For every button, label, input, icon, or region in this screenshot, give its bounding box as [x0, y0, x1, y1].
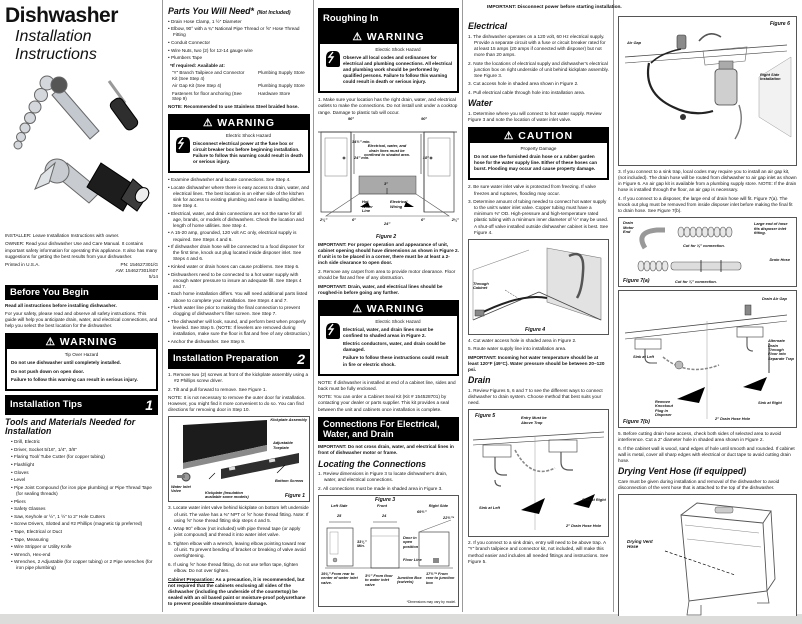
- electric-shock-hand-icon: [174, 133, 190, 153]
- figure-label: Large end of hose fits disposer inlet fitting.: [754, 221, 788, 236]
- list-item: Do not push down on open door.: [11, 368, 85, 374]
- figure-label: Through Cabinet: [473, 280, 489, 291]
- parts-heading: Parts You Will Need*: [168, 6, 254, 16]
- installer-note: INSTALLER: Leave Installation Instructions with owner.: [5, 232, 120, 238]
- warning-triangle-icon: ⚠: [352, 31, 363, 43]
- before-lead: Read all instructions before installing dishwasher.: [5, 302, 117, 308]
- figure-label: Drain Hose: [769, 257, 790, 263]
- list-item: 1. Review dimensions in Figure 3 to locate dishwasher's drain, water, and electrical connections.: [318, 471, 448, 483]
- list-item: • Driver, Socket 5/16″, 1/4″, 3/8″: [11, 447, 158, 453]
- figure-dim: 3″: [384, 181, 389, 187]
- warning-word: WARNING: [366, 31, 425, 43]
- list-item: • Flashlight: [11, 462, 158, 468]
- figure-label: Door in open position: [403, 535, 419, 549]
- list-item: Do not use dishwasher until completely installed.: [11, 360, 121, 366]
- column-divider: [162, 0, 163, 612]
- tools-list: [5, 439, 158, 571]
- if-required-heading: *If required: Available at:: [170, 63, 225, 69]
- figure-1: [168, 416, 310, 502]
- warning-word: WARNING: [217, 116, 276, 129]
- figure-label: 2″ Drain Hose Hole: [566, 522, 602, 528]
- warning-text: Disconnect electrical power at the fuse box or circuit breaker box before beginning installation. Failure to follow this warning could result in death or serious injury.: [193, 140, 303, 164]
- printed-note: Printed in U.S.A.: [5, 262, 40, 268]
- figure-dim: 18″: [422, 155, 429, 161]
- doc-subtitle-2: Instructions: [15, 46, 97, 64]
- hazard-name: Tip Over Hazard: [64, 352, 99, 358]
- list-item: • Pliers: [11, 499, 158, 505]
- locating-connections-heading: Locating the Connections: [318, 458, 427, 469]
- caution-header: [470, 129, 607, 143]
- tools-drawing: [5, 71, 155, 229]
- warning-header: [170, 116, 308, 130]
- drain-heading: Drain: [468, 375, 491, 386]
- list-item: 1. Remove two (2) screws at front of the kickplate assembly using a #2 Phillips screw driver.: [168, 371, 309, 383]
- list-item: 5. Route water supply line into installation area.: [468, 346, 567, 352]
- list-item: • Conduit Connector: [168, 40, 310, 46]
- figure-7b: [618, 290, 797, 428]
- water-heading: Water: [468, 98, 493, 109]
- figure-label: Water Inlet Valve: [171, 483, 191, 494]
- hazard-name: Electric Shock Hazard: [225, 132, 272, 138]
- list-item: 2. Note the locations of electrical supply and dishwasher's electrical junction box on right underside of unit behind kickplate assembly. See Figure 3.: [468, 60, 609, 78]
- figure-label: Alternate Drain Through Floor into Separate Trap: [768, 338, 794, 361]
- if-required-store: Hardware Store: [258, 90, 291, 96]
- warning-header: [320, 30, 457, 44]
- important-dimensions: IMPORTANT: For proper operation and appearance of unit, cabinet opening should have dimensions as shown in Figure 2. If unit is to be placed in a corner, there must be at least a 2-inch side clearance to open door.: [318, 242, 459, 266]
- warning-word: WARNING: [366, 303, 425, 316]
- list-item: 4. Cut water access hole in shaded area in Figure 2.: [468, 337, 577, 343]
- if-required-store: Plumbing Supply Store: [258, 70, 305, 76]
- prep-note: NOTE: It is not necessary to remove the outer door for installation. However, you might find it more convenient to do so. You can find directions for removing door in Step 10.: [168, 395, 306, 413]
- figure-label: Floor Line: [403, 557, 422, 563]
- aw-number: AW: 154627301/607: [115, 268, 158, 274]
- list-item: • Wrenches, 2 Adjustable (for copper tubing) or 2 Pipe wrenches (for iron pipe plumbing): [11, 559, 158, 571]
- list-item: • Wrench, Hex-end: [11, 552, 158, 558]
- figure-dim: 90°: [421, 116, 427, 122]
- revision-date: 5/14: [148, 274, 158, 280]
- figure-label: 2″ Drain Hose Hole: [715, 415, 751, 421]
- figure-dim: 24″ min.: [354, 155, 370, 161]
- list-item: • If dishwasher drain hose will be connected to a food disposer for the first time, knock out plug located inside disposer inlet. See Steps 4 and 6.: [168, 244, 310, 262]
- section-header-before-you-begin: [5, 285, 158, 300]
- parts-list: [168, 19, 310, 62]
- before-body: For your safety, please read and observe all safety instructions. This guide will help you anticipate drain, water, and electrical connections, and help you select the best location for the dishwasher.: [5, 311, 158, 329]
- drying-vent-heading: Drying Vent Hose (if equipped): [618, 466, 747, 477]
- figure-label: Adjustable Toeplate: [273, 440, 293, 450]
- figure-label: Bottom Screws: [275, 478, 304, 484]
- doc-subtitle-1: Installation: [15, 28, 92, 45]
- list-item: • The dishwasher will look, sound, and perform best when properly leveled. See Step 5. (NOTE: If levelers are removed during installation, make sure the floor is flat and free of any obstruction.): [168, 319, 310, 337]
- if-required-item: Fasteners for floor anchoring (See Step 9): [172, 90, 242, 102]
- drain-step-3: 3. If you connect to a sink trap, local codes may require you to install an air gap kit, (not included). The drain hose will be routed from dishwasher to air gap inlet as shown in Figure 6. An air gap kit is available from a plumbing supply store. NOTE: If the drain hose is installed through the floor, an air gap is necessary.: [618, 169, 797, 193]
- list-item: • A 15-20 amp, grounded, 120 volt AC only, electrical supply is required. See Steps 4 and 6.: [168, 230, 310, 242]
- installation-tips-list: [168, 177, 310, 345]
- warning-confined-lines: [318, 300, 459, 376]
- list-item: • Drain Hose Clamp, 1 ½″ Diameter: [168, 19, 310, 25]
- section-title: Roughing In: [323, 12, 379, 24]
- figure-caption: Figure 6: [769, 21, 790, 27]
- electrical-heading: Electrical: [468, 21, 508, 31]
- figure-dim: 24: [382, 513, 387, 519]
- figure-view-label: Left Side: [331, 503, 348, 509]
- column-divider: [462, 0, 463, 612]
- warning-triangle-icon: ⚠: [45, 336, 56, 349]
- warning-triangle-icon: ⚠: [202, 116, 214, 129]
- figure-label: Entry Must be Above Trap: [521, 415, 547, 425]
- figure-label: Hot Water Line: [362, 199, 373, 213]
- figure-dim: 6″: [420, 217, 425, 223]
- figure-caption: Figure 5: [475, 413, 496, 420]
- figure-label: Sink at Right: [758, 399, 782, 405]
- figure-dim: 25: [337, 513, 342, 519]
- list-item: • Plumbers Tape: [168, 55, 310, 61]
- warning-lines: [343, 327, 453, 368]
- figure-footnote: *Dimensions may vary by model.: [406, 600, 456, 605]
- if-required-row: [172, 91, 310, 102]
- list-item: • Dishwashers need to be connected to a hot water supply with enough water pressure to insure an adequate fill. See Steps 4 and 7.: [168, 272, 310, 290]
- figure-label: 17½″* From rear to junction box: [426, 571, 455, 585]
- section-title-line2: Water, and Drain: [323, 429, 394, 440]
- figure-7a: [618, 217, 797, 287]
- if-required-row: [172, 83, 310, 89]
- if-required-store: Plumbing Supply Store: [258, 83, 305, 89]
- list-item: • Gloves: [11, 470, 158, 476]
- cabinet-prep-heading: Cabinet Preparation:: [168, 576, 215, 582]
- roughing-step-1: 1. Make sure your location has the right drain, water, and electrical outlets to make the connections. Do not install unit under a cooktop range. Damage to plastic tub will occur.: [318, 97, 458, 115]
- list-item: • Wire Stripper or Utility Knife: [11, 544, 158, 550]
- figure-6-drawing: [619, 17, 796, 167]
- warning-electric-shock: [168, 114, 310, 173]
- caution-text: Do not use the furnished drain hose or a rubber garden hose for the water supply line. Either of these hoses can burst. Flooding may occur and cause property damage.: [474, 154, 598, 171]
- important-disconnect-power: IMPORTANT: Disconnect power before starting installation.: [487, 5, 622, 10]
- if-required-row: [172, 70, 310, 81]
- note-cabinet-seal-kit: NOTE: You can order a Cabinet Seal Kit (Kit # 154528701) by contacting your dealer or parts supplier. This kit provides a seal between the unit and cabinets once installation is complete.: [318, 394, 449, 412]
- figure-label: Drain Air Gap: [762, 296, 787, 302]
- figure-label: Sink at Right: [582, 496, 606, 502]
- drain-step-6: 6. If the cabinet wall is wood, sand edges of hole until smooth and rounded. If cabinet wall is metal, cover all sharp edges with electrical or duct tape to avoid cutting drain hose.: [618, 445, 795, 464]
- figure-label: Right Side Installation: [760, 72, 781, 82]
- owner-note: OWNER: Read your dishwasher Use and Care Manual. It contains important safety information for operating this appliance. It also has many suggestions for getting the best results from your dishwasher.: [5, 241, 158, 259]
- warning-triangle-icon: ⚠: [503, 130, 515, 143]
- list-item: • Examine dishwasher and locate connections. See Step 4.: [168, 177, 310, 183]
- figure-dim: 34½″ min.: [352, 139, 371, 145]
- list-item: 2. Be sure water inlet valve is protected from freezing. If valve freezes and ruptures, flooding may occur.: [468, 184, 596, 196]
- hazard-name: Property Damage: [520, 146, 557, 152]
- electrical-steps: [468, 34, 609, 96]
- figure-label: Remove Knockout Plug in Disposer: [655, 398, 673, 417]
- list-item: • Elbow, 90° with a ¾″ National Pipe Thread or ⅝″ Hose Thread Fitting: [168, 26, 310, 38]
- list-item: 2. All connections must be made in shaded area in Figure 3.: [318, 485, 443, 491]
- water-steps-4-5: [468, 338, 609, 353]
- section-header-roughing-in: [318, 8, 459, 28]
- roughing-step-2: 2. Remove any carpet from area to provide motor clearance. Floor should be flat and free of any obstruction.: [318, 269, 456, 281]
- doc-title: Dishwasher: [5, 4, 118, 27]
- figure-dim: 90°: [348, 116, 354, 122]
- note-end-of-cabinet: NOTE: If dishwasher is installed at end of a cabinet line, sides and back must be fully enclosed.: [318, 379, 456, 391]
- figure-caption: Figure 7(a): [623, 278, 650, 285]
- prep-steps-2: [168, 505, 310, 574]
- figure-shaded-note: Electrical, water, and drain lines must be confined to shaded area.: [364, 143, 410, 157]
- figure-4: [468, 239, 609, 335]
- figure-dim: 2¼″: [320, 217, 328, 223]
- note-stainless-hose: NOTE: Recommended to use Stainless Steel braided hose.: [168, 103, 299, 109]
- drain-step-4: 4. If you connect to a disposer, the large end of drain hose will fit. Figure 7(a). The knock out plug must be removed from inside disposer inlet before making the final fit to drain hose. See Figure 7(b).: [618, 195, 793, 214]
- drying-vent-drawing: [619, 495, 796, 616]
- list-item: 4. Wrap 90° elbow (not included) with pipe thread tape (or apply joint compound) and thread it into water inlet valve.: [168, 526, 301, 538]
- figure-2: [318, 118, 459, 240]
- figure-label: Drying Vent Hose: [627, 539, 653, 550]
- list-item: 5. Tighten elbow with a wrench, leaving elbow pointing toward rear of unit. To prevent bending of bracket or breaking of valve avoid overtightening.: [168, 541, 306, 559]
- drain-step-2: 2. If you connect to a sink drain, entry will need to be above trap. A “Y” branch tailpiece and connector kit, not included, will make this method easier and includes all needed fittings and instructions. See Figure 5.: [468, 540, 609, 564]
- figure-label: Junction Box (swivels): [397, 575, 422, 585]
- tools-illustration: [5, 71, 158, 229]
- part-number: PN: 154627301/G: [120, 262, 158, 268]
- drying-vent-figure: [618, 494, 797, 616]
- prep-steps: [168, 372, 310, 393]
- warning-header: [320, 302, 457, 316]
- figure-dim: 22½″*: [443, 515, 454, 521]
- figure-5-drawing: [469, 410, 608, 538]
- section-header-connections: [318, 417, 459, 442]
- list-item: • Anchor the dishwasher. See Step 9.: [168, 339, 310, 345]
- list-item: 3. Determine amount of tubing needed to connect hot water supply to the unit's water inlet valve. Copper tubing must have a minimum ⅜″ OD. High-pressure and high-temperature rated plastic tubing with a minimum inner diameter of ½″ may be used. A shut-off valve installed outside dishwasher cabinet is best. See Figure 4.: [468, 199, 609, 235]
- section-number: 2: [297, 350, 305, 367]
- figure-3: [318, 495, 459, 607]
- figure-label: Cut for ⅞″ connection.: [675, 278, 717, 284]
- important-water-temp: IMPORTANT: Incoming hot water temperature should be at least 120°F (49°C). Water pressure should be between 20–120 psi.: [468, 355, 605, 373]
- column-divider: [613, 0, 614, 612]
- tools-heading: Tools and Materials Needed for Installation: [5, 416, 136, 437]
- figure-caption: Figure 7(b): [623, 419, 650, 426]
- warning-word: WARNING: [59, 336, 118, 349]
- electric-shock-hand-icon: [324, 47, 340, 67]
- figure-label: Electrical Wiring: [390, 199, 408, 209]
- list-item: • Flaring Tool/ Tube Cutter (for copper tubing): [11, 454, 158, 460]
- column-divider: [313, 0, 314, 612]
- list-item: 6. If using ⅝″ hose thread fitting, do not use teflon tape, tighten elbow. Do not over tighten.: [168, 561, 299, 573]
- figure-dim: 33¼″ Min.: [357, 539, 367, 549]
- water-steps-2-3: [468, 184, 609, 235]
- section-header-installation-preparation: [168, 349, 310, 369]
- figure-dim: 24″: [384, 221, 391, 227]
- figure-caption: Figure 2: [376, 234, 397, 241]
- section-title: Installation Preparation: [173, 353, 279, 365]
- if-required-item: “Y” Branch Tailpiece and Connector Kit (See Step 4): [172, 70, 245, 82]
- list-item: • Kinked water or drain hoses can cause problems. See Step 6.: [168, 264, 310, 270]
- list-item: • Each home installation differs. You will need additional parts listed above to complete your installation. See Steps 4 and 7.: [168, 291, 310, 303]
- list-item: Failure to follow these instructions could result in fire or electric shock.: [343, 355, 449, 367]
- figure-label: Kickplate (Insulation available some models): [205, 489, 249, 500]
- section-number: 1: [145, 396, 153, 413]
- figure-label: Kickplate Assembly: [270, 417, 307, 423]
- figure-label: Sink at Left: [479, 504, 500, 510]
- list-item: • Screw Drivers, Slotted and #2 Phillips (magnetic tip preferred): [11, 521, 158, 527]
- electric-shock-hand-icon: [324, 319, 340, 339]
- section-title: Before You Begin: [10, 286, 89, 298]
- list-item: • Drill, Electric: [11, 439, 158, 445]
- figure-label: Drain Motor End: [623, 220, 634, 235]
- list-item: • Wire Nuts, two (2) for 12-14 gauge wire: [168, 48, 310, 54]
- warning-header: [7, 335, 156, 349]
- list-item: • Level: [11, 477, 158, 483]
- list-item: • Locate dishwasher where there is easy access to drain, water, and electrical lines. The best location is on either side of the kitchen sink for access to existing plumbing and ease in loading dishes. See Step 4.: [168, 185, 310, 209]
- figure-label: Cut for ⅝″ connection.: [683, 243, 725, 249]
- figure-dim: 6″: [352, 217, 357, 223]
- figure-6: [618, 16, 797, 166]
- figure-caption: Figure 3: [375, 497, 396, 504]
- figure-caption: Figure 4: [525, 326, 546, 333]
- list-item: • Tape, Electrical or Duct: [11, 529, 158, 535]
- drying-vent-body: Care must be given during installation and removal of the dishwasher to avoid disconnection of the vent hose that is attached to the top of the dishwasher.: [618, 478, 780, 491]
- list-item: • Saw, Keyhole or ½″, 1 ½″ to 2″ Hole Cutters: [11, 514, 158, 520]
- water-step-1: 1. Determine where you will connect to hot water supply. Review Figure 3 and note the location of water inlet valve.: [468, 110, 602, 122]
- list-item: 4. Pull electrical cable through hole into installation area.: [468, 90, 585, 96]
- list-item: • Safety Glasses: [11, 506, 158, 512]
- figure-label: 19⅝″ From rear to center of water inlet valve.: [321, 571, 358, 585]
- figure-view-label: Front: [377, 503, 387, 509]
- figure-label: 3½″ From floor to water inlet valve: [365, 573, 393, 587]
- list-item: 1. The dishwasher operates on a 120 volt, 60 Hz electrical supply. Provide a separate circuit with a fuse or circuit breaker rated for at least 15 amps (20 amps if connected with disposer) but not more than 20 amps.: [468, 33, 606, 57]
- important-no-cross: IMPORTANT: Do not cross drain, water, and electrical lines in front of dishwasher motor or frame.: [318, 444, 454, 456]
- parts-note: (Not Included): [256, 10, 291, 16]
- if-required-item: Air Gap Kit (See Step 4): [172, 83, 222, 89]
- figure-caption: Figure 1: [284, 493, 305, 500]
- figure-label: Sink at Left: [633, 354, 654, 360]
- figure-view-label: Right Side: [428, 503, 448, 509]
- list-item: 3. Locate water inlet valve behind kickplate on bottom left underside of unit. The valve has a ⅜″ NPT or ⅝″ hose thread fitting. Note: If using ⅝″ hose thread fitting skip steps 4 and 5.: [168, 505, 309, 523]
- section-title: Installation Tips: [10, 399, 83, 411]
- list-item: Electric conductors, water, and drain could be damaged.: [343, 341, 446, 353]
- list-item: • Flush water line prior to making the final connection to prevent clogging of dishwasher's filter screen. See Step 7.: [168, 305, 310, 317]
- section-title-line1: Connections For Electrical,: [323, 418, 440, 429]
- important-roughed-in: IMPORTANT: Drain, water, and electrical lines should be roughed-in before going any further.: [318, 283, 443, 295]
- list-item: • Pipe Joint Compound (for iron pipe plumbing) or Pipe Thread Tape (for sealing threads): [11, 485, 158, 497]
- figure-5: [468, 409, 609, 537]
- list-item: Electrical, water, and drain lines must be confined to shaded areas in Figure 2.: [343, 326, 434, 339]
- list-item: Failure to follow this warning can result in serious injury.: [11, 376, 138, 382]
- drain-step-5: 5. Before cutting drain hose access, check both sides of selected area to avoid interference. Cut a 2″ diameter hole in shaded area shown in Figure 2.: [618, 431, 782, 443]
- list-item: 2. Tilt and pull forward to remove. See Figure 1.: [168, 386, 267, 392]
- cabinet-prep-body: As a precaution, it is recommended, but not required that the cabinets enclosing all sides of the dishwasher (including the underside of the countertop) be sealed with an oil based paint or moisture-proof polyurethane to prevent possible steam/moisture damage.: [168, 576, 306, 606]
- warning-electric-shock-roughing: [318, 28, 459, 93]
- hazard-name: Electric Shock Hazard: [375, 47, 421, 52]
- drain-step-1: 1. Review Figures 5, 6 and 7 to see the different ways to connect dishwasher to drain system. Choose method that best suits your need.: [468, 388, 603, 406]
- caution-word: CAUTION: [518, 130, 574, 143]
- figure-dim: 2¼″: [451, 217, 459, 223]
- list-item: 3. Cut access hole in shaded area shown in Figure 2.: [468, 81, 579, 87]
- figure-dim: 69½″: [417, 509, 427, 515]
- hazard-name: Electric Shock Hazard: [375, 319, 421, 325]
- warning-lines: [11, 360, 152, 382]
- warning-triangle-icon: ⚠: [352, 303, 363, 316]
- list-item: • Electrical, water, and drain connections are not the same for all age, brands, or models of dishwashers. Check the location and length of home utilities. See Step 4.: [168, 211, 310, 229]
- warning-text: Observe all local codes and ordinances for electrical and plumbing connections. All electrical and plumbing work should be performed by qualified persons. Failure to follow this warning could result in death or serious injury.: [343, 54, 453, 84]
- section-header-installation-tips: [5, 395, 158, 415]
- caution-property-damage: [468, 127, 609, 180]
- locating-steps: [318, 471, 459, 492]
- list-item: • Tape, Measuring: [11, 537, 158, 543]
- figure-label: Air Gap: [627, 40, 642, 45]
- warning-tip-over: [5, 333, 158, 390]
